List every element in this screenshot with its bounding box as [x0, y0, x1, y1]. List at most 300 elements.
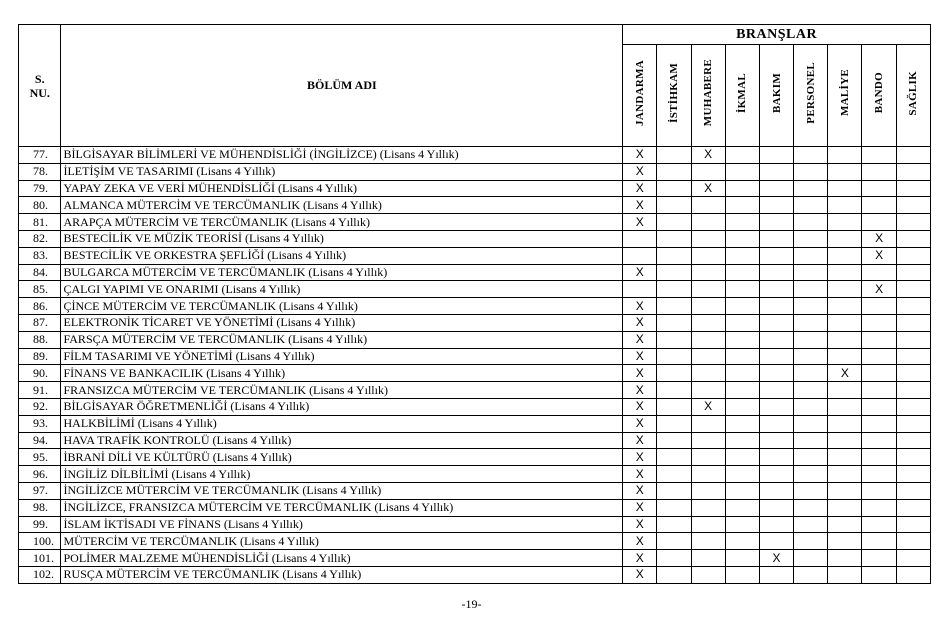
- branch-mark: [691, 348, 725, 365]
- row-number: 98.: [19, 499, 61, 516]
- branch-mark: [794, 163, 828, 180]
- branch-mark: [794, 415, 828, 432]
- branch-mark: [794, 533, 828, 550]
- branch-mark: [862, 147, 896, 164]
- row-number: 83.: [19, 247, 61, 264]
- branch-mark: [794, 432, 828, 449]
- row-number: 102.: [19, 566, 61, 583]
- branch-mark: [725, 247, 759, 264]
- branch-mark: [691, 382, 725, 399]
- branch-mark: [725, 516, 759, 533]
- branch-mark: [759, 348, 793, 365]
- table-row: [19, 382, 931, 399]
- branch-mark: [828, 566, 862, 583]
- department-name: BİLGİSAYAR ÖĞRETMENLİĞİ (Lisans 4 Yıllık): [61, 398, 623, 415]
- branch-mark: [657, 533, 691, 550]
- branch-mark: [657, 449, 691, 466]
- row-number: 86.: [19, 298, 61, 315]
- row-number: 81.: [19, 214, 61, 231]
- branch-mark: [725, 382, 759, 399]
- branch-mark: [828, 382, 862, 399]
- row-number: 80.: [19, 197, 61, 214]
- branch-mark: [725, 214, 759, 231]
- table-row: [19, 230, 931, 247]
- branch-mark: [794, 281, 828, 298]
- branch-mark: [657, 247, 691, 264]
- branch-mark: X: [623, 566, 657, 583]
- branch-mark: [896, 432, 930, 449]
- row-number: 78.: [19, 163, 61, 180]
- branch-mark: [794, 398, 828, 415]
- branch-label: SAĞLIK: [907, 70, 920, 116]
- row-number: 84.: [19, 264, 61, 281]
- branch-mark: X: [623, 197, 657, 214]
- bolum-header: BÖLÜM ADI: [61, 25, 623, 147]
- branch-mark: [725, 314, 759, 331]
- branch-mark: [657, 298, 691, 315]
- branch-mark: [862, 264, 896, 281]
- branch-mark: [794, 230, 828, 247]
- branch-mark: [794, 516, 828, 533]
- branch-mark: [691, 281, 725, 298]
- branch-mark: [896, 550, 930, 567]
- branch-mark: [725, 398, 759, 415]
- table-row: [19, 247, 931, 264]
- branch-mark: [725, 298, 759, 315]
- branch-mark: [896, 230, 930, 247]
- branch-label: BANDO: [873, 72, 886, 114]
- branch-mark: X: [623, 163, 657, 180]
- branch-mark: X: [623, 348, 657, 365]
- branch-header-6: [828, 45, 862, 147]
- department-name: HALKBİLİMİ (Lisans 4 Yıllık): [61, 415, 623, 432]
- department-name: BESTECİLİK VE MÜZİK TEORİSİ (Lisans 4 Yıllık): [61, 230, 623, 247]
- branch-mark: [862, 348, 896, 365]
- department-name: FRANSIZCA MÜTERCİM VE TERCÜMANLIK (Lisans 4 Yıllık): [61, 382, 623, 399]
- branch-mark: X: [759, 550, 793, 567]
- table-row: [19, 264, 931, 281]
- branch-mark: [794, 550, 828, 567]
- branch-mark: X: [623, 533, 657, 550]
- branch-mark: [896, 398, 930, 415]
- row-number: 77.: [19, 147, 61, 164]
- branch-mark: [896, 331, 930, 348]
- branch-mark: [657, 415, 691, 432]
- branch-header-0: [623, 45, 657, 147]
- row-number: 85.: [19, 281, 61, 298]
- branch-mark: X: [691, 398, 725, 415]
- branch-mark: [657, 550, 691, 567]
- branch-mark: [862, 180, 896, 197]
- branch-mark: X: [623, 314, 657, 331]
- branch-mark: [828, 550, 862, 567]
- branch-mark: [759, 466, 793, 483]
- branch-mark: X: [691, 180, 725, 197]
- branch-mark: [657, 466, 691, 483]
- table-row: [19, 482, 931, 499]
- sn-label: S.: [34, 71, 45, 86]
- branch-mark: [862, 415, 896, 432]
- branch-mark: [759, 365, 793, 382]
- branch-mark: X: [623, 147, 657, 164]
- department-name: İNGİLİZCE MÜTERCİM VE TERCÜMANLIK (Lisans 4 Yıllık): [61, 482, 623, 499]
- branch-mark: [896, 449, 930, 466]
- row-number: 100.: [19, 533, 61, 550]
- branch-mark: [828, 516, 862, 533]
- row-number: 97.: [19, 482, 61, 499]
- page-number: -19-: [461, 597, 482, 611]
- branch-mark: [725, 415, 759, 432]
- branch-mark: [623, 281, 657, 298]
- branch-mark: [828, 533, 862, 550]
- branch-mark: [691, 466, 725, 483]
- branch-mark: [794, 365, 828, 382]
- branch-mark: [828, 466, 862, 483]
- branch-mark: [691, 230, 725, 247]
- branch-mark: [896, 482, 930, 499]
- branch-mark: [657, 398, 691, 415]
- branch-mark: [794, 466, 828, 483]
- branch-mark: [657, 482, 691, 499]
- department-name: İBRANİ DİLİ VE KÜLTÜRÜ (Lisans 4 Yıllık): [61, 449, 623, 466]
- branch-mark: [725, 449, 759, 466]
- branch-mark: [828, 449, 862, 466]
- department-name: ALMANCA MÜTERCİM VE TERCÜMANLIK (Lisans 4 Yıllık): [61, 197, 623, 214]
- row-number: 93.: [19, 415, 61, 432]
- branch-mark: [896, 247, 930, 264]
- branch-mark: [691, 264, 725, 281]
- branch-mark: [862, 449, 896, 466]
- branch-mark: [725, 331, 759, 348]
- branch-mark: [657, 197, 691, 214]
- branch-mark: [725, 533, 759, 550]
- department-name: RUSÇA MÜTERCİM VE TERCÜMANLIK (Lisans 4 Yıllık): [61, 566, 623, 583]
- branch-mark: [725, 482, 759, 499]
- branch-mark: [657, 365, 691, 382]
- table-row: [19, 147, 931, 164]
- branch-mark: [657, 314, 691, 331]
- department-name: BULGARCA MÜTERCİM VE TERCÜMANLIK (Lisans 4 Yıllık): [61, 264, 623, 281]
- table-row: [19, 550, 931, 567]
- branch-mark: [794, 197, 828, 214]
- department-name: HAVA TRAFİK KONTROLÜ (Lisans 4 Yıllık): [61, 432, 623, 449]
- branch-mark: X: [623, 365, 657, 382]
- branch-mark: [862, 214, 896, 231]
- branch-mark: [691, 163, 725, 180]
- branch-mark: [691, 550, 725, 567]
- table-row: [19, 466, 931, 483]
- branch-mark: [862, 298, 896, 315]
- branch-mark: [759, 214, 793, 231]
- branch-mark: [828, 163, 862, 180]
- branch-mark: [794, 348, 828, 365]
- branch-mark: [725, 365, 759, 382]
- branch-mark: [657, 499, 691, 516]
- branch-mark: [759, 516, 793, 533]
- branch-mark: [828, 214, 862, 231]
- branch-mark: [794, 264, 828, 281]
- branch-mark: [862, 314, 896, 331]
- branch-mark: [759, 298, 793, 315]
- branch-mark: X: [623, 331, 657, 348]
- table-row: [19, 180, 931, 197]
- branch-mark: [691, 499, 725, 516]
- branch-mark: [828, 264, 862, 281]
- branch-mark: [691, 482, 725, 499]
- branch-mark: [657, 264, 691, 281]
- branch-mark: X: [623, 398, 657, 415]
- branch-mark: [896, 298, 930, 315]
- branch-mark: [691, 415, 725, 432]
- branch-mark: [862, 197, 896, 214]
- branch-mark: [759, 566, 793, 583]
- branch-mark: [759, 264, 793, 281]
- branch-mark: [862, 482, 896, 499]
- branch-mark: [896, 533, 930, 550]
- branch-mark: [691, 449, 725, 466]
- branch-mark: X: [623, 180, 657, 197]
- branch-mark: [657, 516, 691, 533]
- branch-mark: [759, 398, 793, 415]
- branch-mark: [862, 466, 896, 483]
- table-row: [19, 331, 931, 348]
- branch-mark: X: [862, 230, 896, 247]
- branch-label: MALİYE: [838, 69, 851, 117]
- branch-mark: [691, 566, 725, 583]
- table-row: [19, 365, 931, 382]
- branch-header-8: [896, 45, 930, 147]
- branch-mark: [725, 147, 759, 164]
- row-number: 99.: [19, 516, 61, 533]
- department-name: FARSÇA MÜTERCİM VE TERCÜMANLIK (Lisans 4 Yıllık): [61, 331, 623, 348]
- branch-mark: [896, 147, 930, 164]
- branch-mark: [759, 180, 793, 197]
- branch-mark: X: [623, 449, 657, 466]
- department-name: FİLM TASARIMI VE YÖNETİMİ (Lisans 4 Yıllık): [61, 348, 623, 365]
- branch-mark: X: [623, 499, 657, 516]
- branch-mark: [657, 214, 691, 231]
- branch-mark: [862, 550, 896, 567]
- branch-mark: [623, 230, 657, 247]
- branch-mark: X: [623, 415, 657, 432]
- branch-mark: [725, 197, 759, 214]
- branch-mark: [759, 331, 793, 348]
- table-row: [19, 533, 931, 550]
- branch-mark: [862, 382, 896, 399]
- department-name: MÜTERCİM VE TERCÜMANLIK (Lisans 4 Yıllık): [61, 533, 623, 550]
- department-name: İNGİLİZCE, FRANSIZCA MÜTERCİM VE TERCÜMANLIK (Lisans 4 Yıllık): [61, 499, 623, 516]
- branch-mark: [759, 415, 793, 432]
- row-number: 91.: [19, 382, 61, 399]
- branch-header-4: [759, 45, 793, 147]
- branch-mark: [828, 331, 862, 348]
- branch-mark: [794, 247, 828, 264]
- branch-mark: [794, 382, 828, 399]
- branch-mark: [828, 180, 862, 197]
- branch-mark: [896, 566, 930, 583]
- branch-mark: [794, 566, 828, 583]
- branch-mark: X: [623, 264, 657, 281]
- branch-mark: [725, 550, 759, 567]
- branch-mark: [691, 533, 725, 550]
- branch-mark: [691, 247, 725, 264]
- branch-mark: [896, 197, 930, 214]
- nu-label: NU.: [29, 85, 50, 100]
- branch-mark: [657, 147, 691, 164]
- table-row: [19, 281, 931, 298]
- branch-mark: X: [623, 516, 657, 533]
- row-number: 90.: [19, 365, 61, 382]
- branch-mark: [794, 298, 828, 315]
- branch-mark: [794, 449, 828, 466]
- branch-mark: [657, 180, 691, 197]
- branch-mark: [759, 281, 793, 298]
- branch-mark: [759, 197, 793, 214]
- row-number: 88.: [19, 331, 61, 348]
- row-number: 94.: [19, 432, 61, 449]
- branch-header-7: [862, 45, 896, 147]
- branch-mark: [691, 197, 725, 214]
- branch-mark: [828, 499, 862, 516]
- branch-mark: [862, 163, 896, 180]
- branch-mark: [759, 314, 793, 331]
- branch-mark: [794, 314, 828, 331]
- branch-mark: [896, 499, 930, 516]
- branch-mark: [862, 365, 896, 382]
- branch-mark: [759, 449, 793, 466]
- row-number: 92.: [19, 398, 61, 415]
- branch-mark: [794, 331, 828, 348]
- table-row: [19, 449, 931, 466]
- branch-mark: [794, 214, 828, 231]
- branch-mark: [691, 214, 725, 231]
- branch-mark: [896, 382, 930, 399]
- table-row: [19, 298, 931, 315]
- branslar-header: BRANŞLAR: [623, 25, 931, 45]
- branch-mark: [896, 415, 930, 432]
- table-row: [19, 163, 931, 180]
- branch-mark: [725, 281, 759, 298]
- branch-mark: [691, 432, 725, 449]
- branch-mark: X: [623, 298, 657, 315]
- branch-mark: [862, 398, 896, 415]
- branch-header-2: [691, 45, 725, 147]
- branch-mark: [657, 331, 691, 348]
- branch-mark: [828, 314, 862, 331]
- department-name: İSLAM İKTİSADI VE FİNANS (Lisans 4 Yıllık): [61, 516, 623, 533]
- branch-mark: [828, 398, 862, 415]
- table-row: [19, 499, 931, 516]
- table-row: [19, 516, 931, 533]
- branch-mark: [896, 163, 930, 180]
- branch-mark: X: [862, 247, 896, 264]
- row-number: 101.: [19, 550, 61, 567]
- branch-mark: [657, 432, 691, 449]
- branch-mark: [691, 331, 725, 348]
- branch-mark: [759, 499, 793, 516]
- branch-mark: [896, 214, 930, 231]
- row-number: 87.: [19, 314, 61, 331]
- branch-mark: [759, 147, 793, 164]
- branch-mark: [828, 247, 862, 264]
- branch-mark: [794, 482, 828, 499]
- row-number: 82.: [19, 230, 61, 247]
- table-row: [19, 314, 931, 331]
- branch-mark: X: [691, 147, 725, 164]
- department-name: İLETİŞİM VE TASARIMI (Lisans 4 Yıllık): [61, 163, 623, 180]
- branch-mark: [862, 331, 896, 348]
- branch-mark: [657, 230, 691, 247]
- branch-label: BAKIM: [770, 73, 783, 113]
- branch-label: İKMAL: [736, 73, 749, 113]
- branch-mark: [828, 415, 862, 432]
- table-row: [19, 398, 931, 415]
- department-name: ARAPÇA MÜTERCİM VE TERCÜMANLIK (Lisans 4 Yıllık): [61, 214, 623, 231]
- branch-mark: [725, 264, 759, 281]
- branch-mark: [725, 466, 759, 483]
- branch-mark: [862, 499, 896, 516]
- branch-mark: [828, 230, 862, 247]
- branch-mark: [759, 382, 793, 399]
- department-name: İNGİLİZ DİLBİLİMİ (Lisans 4 Yıllık): [61, 466, 623, 483]
- branch-mark: [759, 247, 793, 264]
- row-number: 95.: [19, 449, 61, 466]
- department-name: BESTECİLİK VE ORKESTRA ŞEFLİĞİ (Lisans 4 Yıllık): [61, 247, 623, 264]
- branch-mark: [725, 499, 759, 516]
- row-number: 89.: [19, 348, 61, 365]
- branch-mark: [896, 516, 930, 533]
- department-name: YAPAY ZEKA VE VERİ MÜHENDİSLİĞİ (Lisans 4 Yıllık): [61, 180, 623, 197]
- branch-mark: [862, 432, 896, 449]
- branch-mark: [623, 247, 657, 264]
- branch-mark: [896, 180, 930, 197]
- table-row: [19, 214, 931, 231]
- branch-mark: X: [623, 382, 657, 399]
- branch-header-3: [725, 45, 759, 147]
- table-body: [19, 147, 931, 584]
- department-name: ÇİNCE MÜTERCİM VE TERCÜMANLIK (Lisans 4 Yıllık): [61, 298, 623, 315]
- branch-mark: [862, 516, 896, 533]
- branch-mark: [896, 314, 930, 331]
- branch-mark: [862, 533, 896, 550]
- row-number: 96.: [19, 466, 61, 483]
- branch-mark: X: [828, 365, 862, 382]
- branch-mark: [725, 566, 759, 583]
- branch-mark: X: [623, 466, 657, 483]
- branch-mark: [896, 365, 930, 382]
- branch-mark: [725, 432, 759, 449]
- branch-mark: [691, 298, 725, 315]
- branch-mark: [896, 466, 930, 483]
- branch-mark: [828, 348, 862, 365]
- branch-label: MUHABERE: [702, 59, 715, 127]
- branch-header-5: [794, 45, 828, 147]
- branch-mark: [657, 281, 691, 298]
- branch-mark: [862, 566, 896, 583]
- branch-table: [18, 24, 931, 584]
- branch-mark: X: [862, 281, 896, 298]
- table-row: [19, 566, 931, 583]
- branch-mark: [725, 180, 759, 197]
- branch-mark: [759, 163, 793, 180]
- branch-mark: [896, 281, 930, 298]
- branch-mark: [759, 230, 793, 247]
- row-number: 79.: [19, 180, 61, 197]
- branch-label: PERSONEL: [804, 62, 817, 124]
- department-name: BİLGİSAYAR BİLİMLERİ VE MÜHENDİSLİĞİ (İNGİLİZCE) (Lisans 4 Yıllık): [61, 147, 623, 164]
- branch-mark: [759, 432, 793, 449]
- branch-mark: [725, 163, 759, 180]
